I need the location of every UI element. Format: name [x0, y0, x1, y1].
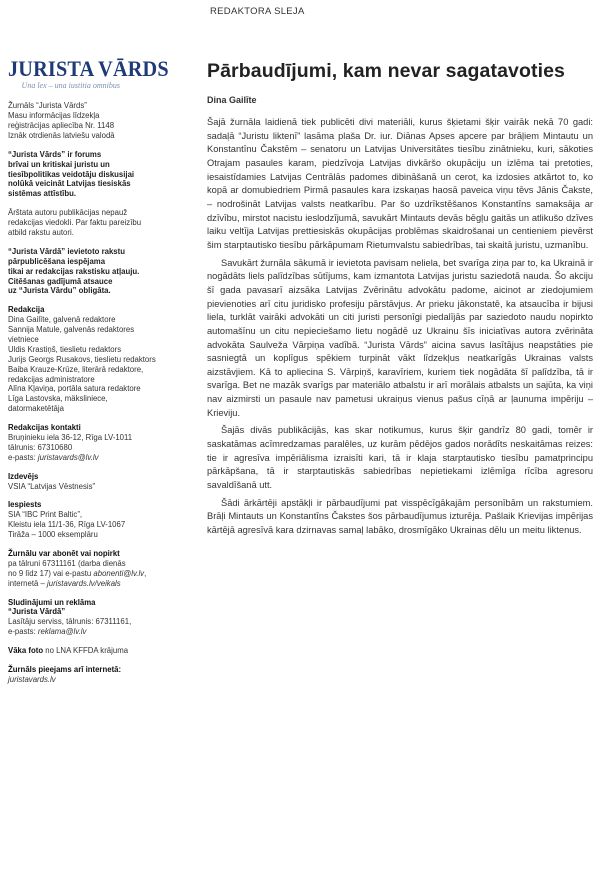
logo-subtitle: Una lex – una iustitia omnibus	[21, 81, 120, 90]
contacts-line: tālrunis: 67310680	[8, 442, 73, 452]
article-paragraph: Šajā žurnāla laidienā tiek publicēti divi materiāli, kurus šķietami šķir vairāk nekā 70 gadi: sadaļā “Juristu liktenī” lasāma plaša Dr. iur. Diānas Apses apcere par brāļiem Mintautu un Konstantīnu Čakstēm – senatoru un Latvijas Universitātes tiesību zinātnieku, kuri, sākoties Otrajam pasaules karam, piedzīvoja Latvijas divkāršo okupāciju un izlēma tai pretoties, iesaistīdamies Latvijas Centrālās padomes dibināšanā un cerot, ka izdosies atkārtot to, ko kopā ar domubiedriem Pirmā pasaules kara izskaņas haosā paveica viņu tēvs Jānis Čakste, – nodrošināt Latvijas valsts neatkarību. Par šo uzdrīkstēšanos Konstantīns samaksāja ar dzīvību, mirstot nacistu ieslodzījumā, savukārt Mintauts devās bēgļu gaitās un atlikušo dzīves laiku veltīja Latvijas prettiesiskās okupācijas problēmas skaidrošanai un centieniem pievērst šim starptautisko tiesību pārkāpumam Rietumvalstu sabiedrības, tai skaitā juristu, uzmanību.	[207, 117, 593, 250]
subscribe-email-line: no 9 līdz 17) vai e-pastu abonenti@lv.lv,	[8, 568, 147, 578]
forum-line: nolūkā veicināt Latvijas tiesiskās	[8, 179, 131, 189]
subscribe-line: no 9 līdz 17) vai e-pastu	[8, 568, 94, 578]
editorial-heading: Redakcija	[8, 305, 45, 315]
disclaimer-block	[8, 208, 190, 238]
article	[207, 48, 593, 542]
online-heading: Žurnāls pieejams arī internetā:	[8, 665, 122, 675]
subscribe-web-label: internetā –	[8, 578, 48, 588]
subscribe-line: pa tālruni 67311161 (darba dienās	[8, 558, 126, 568]
editorial-line: Līga Lastovska, mäksliniece,	[8, 394, 108, 404]
printer-line: SIA “IBC Print Baltic”,	[8, 510, 83, 520]
editorial-block	[8, 305, 190, 414]
ads-line: Lasītāju serviss, tālrunis: 67311161,	[8, 617, 132, 627]
registration-line: reģistrācijas apliecība Nr. 1148	[8, 120, 115, 130]
ads-subheading: “Jurista Vārdā”	[8, 607, 66, 617]
logo-title: JURISTA VĀRDS	[8, 56, 169, 81]
editorial-line: Alīna Kļaviņa, portāla satura redaktore	[8, 384, 141, 394]
forum-intro: “Jurista Vārds” ir forums	[8, 149, 102, 159]
cover-text: no LNA KFFDA krājuma	[43, 646, 129, 656]
publisher-name: VSIA “Latvijas Vēstnesis”	[8, 481, 96, 491]
printer-line: Tirāža – 1000 eksemplāru	[8, 530, 98, 540]
editorial-line: vietniece	[8, 334, 39, 344]
editorial-line: redakcijas administratore	[8, 374, 95, 384]
editorial-line: Jurijs Georgs Rusakovs, tieslietu redaktors	[8, 354, 156, 364]
rights-line: uz “Jurista Vārdu” obligāta.	[8, 286, 111, 296]
cover-label: Vāka foto	[8, 646, 44, 656]
subscribe-web-line	[8, 579, 190, 589]
article-title: Pārbaudījumi, kam nevar sagatavoties	[207, 60, 565, 82]
rights-line: “Jurista Vārdā” ievietoto rakstu	[8, 246, 125, 256]
logo	[8, 58, 190, 91]
sidebar-masthead	[8, 48, 190, 694]
rights-line: pārpublicēšana iespējama	[8, 256, 106, 266]
ads-email-label: e-pasts:	[8, 627, 38, 637]
printer-block	[8, 500, 190, 540]
article-paragraph: Šādi ārkārtēji apstākļi ir pārbaudījumi pat visspēcīgākajām personībām un rakstumiem. Brāļi Mintauts un Konstantīns Čakstes šos pārbaudījumus izturēja. Pašlaik Krievijas impērijas kārtējā agresīvā kara dzirnavas samaļ labāko, drosmīgāko Ukrainas dēlu un meitu liktenus.	[207, 497, 593, 536]
contacts-block	[8, 423, 190, 463]
disclaimer-line: redakcijas viedokli. Par faktu pareizību	[8, 218, 142, 228]
forum-line: brīvai un kritiskai juristu un	[8, 159, 110, 169]
online-block	[8, 665, 190, 685]
registration-block	[8, 101, 190, 141]
forum-line: sistēmas attīstību.	[8, 189, 77, 199]
disclaimer-line: atbild rakstu autori.	[8, 227, 74, 237]
ads-email-line	[8, 627, 190, 637]
contacts-line: Bruņinieku iela 36-12, Rīga LV-1011	[8, 432, 133, 442]
editorial-line: Dina Gailīte, galvenā redaktore	[8, 315, 116, 325]
printer-line: Kleistu iela 11/1-36, Rīga LV-1067	[8, 520, 126, 530]
editorial-line: Uldis Krastiņš, tieslietu redaktors	[8, 344, 122, 354]
printer-heading: Iespiests	[8, 500, 42, 510]
rights-line: tikai ar redakcijas rakstisku atļauju.	[8, 266, 140, 276]
contacts-heading: Redakcijas kontakti	[8, 423, 81, 433]
forum-block	[8, 150, 190, 199]
article-paragraph: Savukārt žurnāla sākumā ir ievietota pavisam neliela, bet svarīga ziņa par to, ka Ukrainā ir nogādāts liels palīdzības sūtījums, kam izmantota Latvijas juristu saziedotā nauda. Šo akciju šī gada pavasarī aizsāka Latvijas Zvērinātu advokātu padome, aicinot ar ziedojumiem pievienoties arī citu juridisko profesiju pārstāvjus. Ar prieku jākonstatē, ka atsaucība ir bijusi liela, turklāt vairāki advokāti un citi juristi personīgi piedalījās par saziedoto naudu nopirkto automašīnu un citu nepieciešamo lietu nogādē uz Ukrainu šīs iniciatīvas autora zvērināta advokāta Saulveža Vārpiņa vadībā. “Jurista Vārds” aicina savus lasītājus neapstāties pie sasniegtā un koplīgus spēkiem turpināt vākt līdzekļus neatkarīgās Ukrainas valsts aizstāvjiem. Kā to apliecina S. Vārpiņš, karavīriem, kuriem tiek nogādāta šī palīdzība, tā ir svarīga. Bet ne mazāk svarīgs par materiālo atbalstu ir arī morālais atbalsts un sajūta, ka viņi nav aizmirsti un pasaule nav pametusi ukraiņus vienus pašus cīņā ar ļaunuma impēriju – Krieviju.	[207, 257, 593, 418]
article-paragraph: Šajās divās publikācijās, kas skar notikumus, kurus šķir gandrīz 80 gadi, tomēr ir saskatāmas acīmredzamas paralēles, uz kurām pēdējos gados norādīts neskaitāmas reizes: tie ir agresīva impēriālisma izraisīti kari, tā ir klaja starptautisko tiesību pamatprincipu pārkāpšana, tā ir starptautiskās sabiedrības nepietiekami izlēmīga rīcība agresoru savaldīšanā utt.	[207, 425, 593, 491]
publisher-heading: Izdevējs	[8, 471, 39, 481]
ads-heading: Sludinājumi un reklāma	[8, 597, 96, 607]
registration-line: Masu informācijas līdzekļa	[8, 111, 100, 121]
editorial-line: datormaketētāja	[8, 404, 64, 414]
ads-block	[8, 598, 190, 638]
rights-line: Citēšanas gadījumā atsauce	[8, 276, 113, 286]
contacts-email-link[interactable]: juristavards@lv.lv	[37, 452, 99, 462]
subscribe-email-link[interactable]: abonenti@lv.lv	[93, 568, 145, 578]
contacts-email-label: e-pasts:	[8, 452, 38, 462]
subscribe-web-link[interactable]: juristavards.lv/veikals	[47, 578, 121, 588]
forum-line: tiesībpolitikas veidotāju diskusijai	[8, 169, 135, 179]
subscribe-heading: Žurnālu var abonēt vai nopirkt	[8, 549, 120, 558]
registration-line: Žurnāls “Jurista Vārds”	[8, 101, 87, 111]
online-link[interactable]: juristavards.lv	[8, 674, 56, 684]
article-author: Dina Gailīte	[207, 95, 257, 105]
disclaimer-line: Ārštata autoru publikācijas nepauž	[8, 208, 128, 218]
contacts-email-line	[8, 453, 190, 463]
publisher-block	[8, 472, 190, 492]
registration-line: Iznāk otrdienās latviešu valodā	[8, 130, 115, 140]
ads-email-link[interactable]: reklama@lv.lv	[37, 627, 87, 637]
subscribe-block	[8, 549, 190, 589]
section-header: REDAKTORA SLEJA	[210, 6, 305, 17]
editorial-line: Sannija Matule, galvenās redaktores	[8, 325, 135, 335]
rights-block	[8, 247, 190, 296]
editorial-line: Baiba Krauze-Krūze, literārā redaktore,	[8, 364, 144, 374]
cover-block	[8, 646, 190, 656]
